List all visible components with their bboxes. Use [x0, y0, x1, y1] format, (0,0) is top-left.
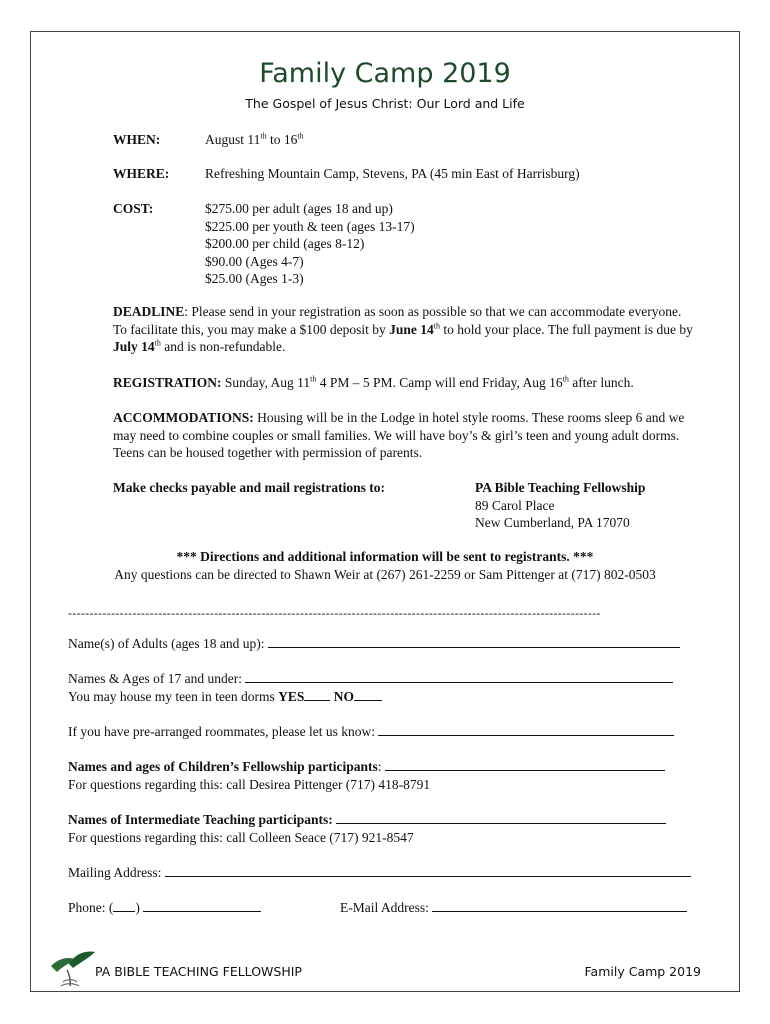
phone-field-row: Phone: ( ): [68, 900, 261, 916]
cost-item: $200.00 per child (ages 8-12): [205, 236, 365, 251]
footer-event-title: Family Camp 2019: [584, 964, 701, 979]
cost-list: [205, 200, 415, 288]
intermediate-input-line[interactable]: [336, 822, 666, 824]
teen-dorm-row: [68, 689, 382, 705]
document-page: [30, 31, 740, 992]
mailing-input-line[interactable]: [165, 875, 691, 877]
children-input-line[interactable]: [385, 769, 665, 771]
email-label: E-Mail Address:: [340, 900, 429, 915]
roommates-label: If you have pre-arranged roommates, please let us know:: [68, 724, 376, 739]
accommodations-paragraph: ACCOMMODATIONS: Housing will be in the Lodge in hotel style rooms. These rooms sleep 6 and we may need to combine couples or small families. We will have boy’s & girl’s teen and young adult dorms. Teens can be housed together with permission of parents.: [113, 410, 685, 460]
address-line: New Cumberland, PA 17070: [475, 515, 630, 530]
yes-option: YES: [278, 689, 305, 704]
page-title: Family Camp 2019: [259, 58, 511, 89]
cost-item: $225.00 per youth & teen (ages 13-17): [205, 218, 415, 234]
children-field-row: Names and ages of Children’s Fellowship participants:: [68, 759, 665, 775]
where-value: Refreshing Mountain Camp, Stevens, PA (45 min East of Harrisburg): [205, 166, 580, 181]
intermediate-note: For questions regarding this: call Colleen Seace (717) 921-8547: [68, 830, 414, 845]
when-label: WHEN:: [113, 132, 161, 147]
when-value: August 11th to 16th: [205, 131, 304, 147]
cost-label: COST:: [113, 201, 154, 216]
minors-field-row: [68, 671, 673, 687]
questions-note: Any questions can be directed to Shawn Weir at (267) 261-2259 or Sam Pittenger at (717) 802-0503: [114, 567, 656, 582]
fellowship-logo-icon: [49, 944, 97, 988]
cost-item: $275.00 per adult (ages 18 and up): [205, 201, 393, 216]
cost-item: $90.00 (Ages 4-7): [205, 253, 304, 269]
children-note: For questions regarding this: call Desirea Pittenger (717) 418-8791: [68, 777, 431, 792]
area-code-input-line[interactable]: [113, 910, 135, 912]
page-subtitle: The Gospel of Jesus Christ: Our Lord and Life: [245, 96, 525, 111]
no-option: NO: [333, 689, 354, 704]
phone-label: Phone: (: [68, 900, 114, 915]
registration-paragraph: REGISTRATION: Sunday, Aug 11th 4 PM – 5 PM. Camp will end Friday, Aug 16th after lunch.: [113, 374, 634, 390]
checks-label: Make checks payable and mail registrations to:: [113, 480, 385, 495]
no-input-line[interactable]: [354, 699, 382, 701]
email-field-row: [340, 900, 687, 916]
yes-input-line[interactable]: [304, 699, 330, 701]
roommates-field-row: [68, 724, 674, 740]
adults-input-line[interactable]: [268, 646, 680, 648]
directions-note: *** Directions and additional information will be sent to registrants. ***: [176, 549, 594, 564]
phone-input-line[interactable]: [143, 910, 261, 912]
footer-organization: PA BIBLE TEACHING FELLOWSHIP: [95, 964, 302, 979]
address-line: 89 Carol Place: [475, 497, 555, 513]
deadline-paragraph: DEADLINE: Please send in your registration as soon as possible so that we can accommodate everyone. To facilitate this, you may make a $100 deposit by June 14th to hold your place. The full payment is due by July 14th and is non-refundable.: [113, 304, 693, 354]
email-input-line[interactable]: [432, 910, 687, 912]
intermediate-label: Names of Intermediate Teaching participants:: [68, 812, 333, 827]
adults-field-row: [68, 636, 680, 652]
minors-input-line[interactable]: [245, 681, 673, 683]
teen-dorm-label: You may house my teen in teen dorms: [68, 689, 279, 704]
mailing-address-block: [475, 479, 645, 532]
roommates-input-line[interactable]: [378, 734, 674, 736]
minors-label: Names & Ages of 17 and under:: [68, 671, 242, 686]
org-name: PA Bible Teaching Fellowship: [475, 480, 646, 495]
cost-item: $25.00 (Ages 1-3): [205, 271, 304, 286]
mailing-label: Mailing Address:: [68, 865, 162, 880]
intermediate-field-row: [68, 812, 666, 828]
mailing-field-row: [68, 865, 691, 881]
children-label: Names and ages of Children’s Fellowship participants: [68, 759, 378, 774]
where-label: WHERE:: [113, 166, 170, 181]
cut-line-divider: ----------------------------------------------------------------------------------------------------------------------------: [68, 606, 601, 620]
adults-label: Name(s) of Adults (ages 18 and up):: [68, 636, 265, 651]
